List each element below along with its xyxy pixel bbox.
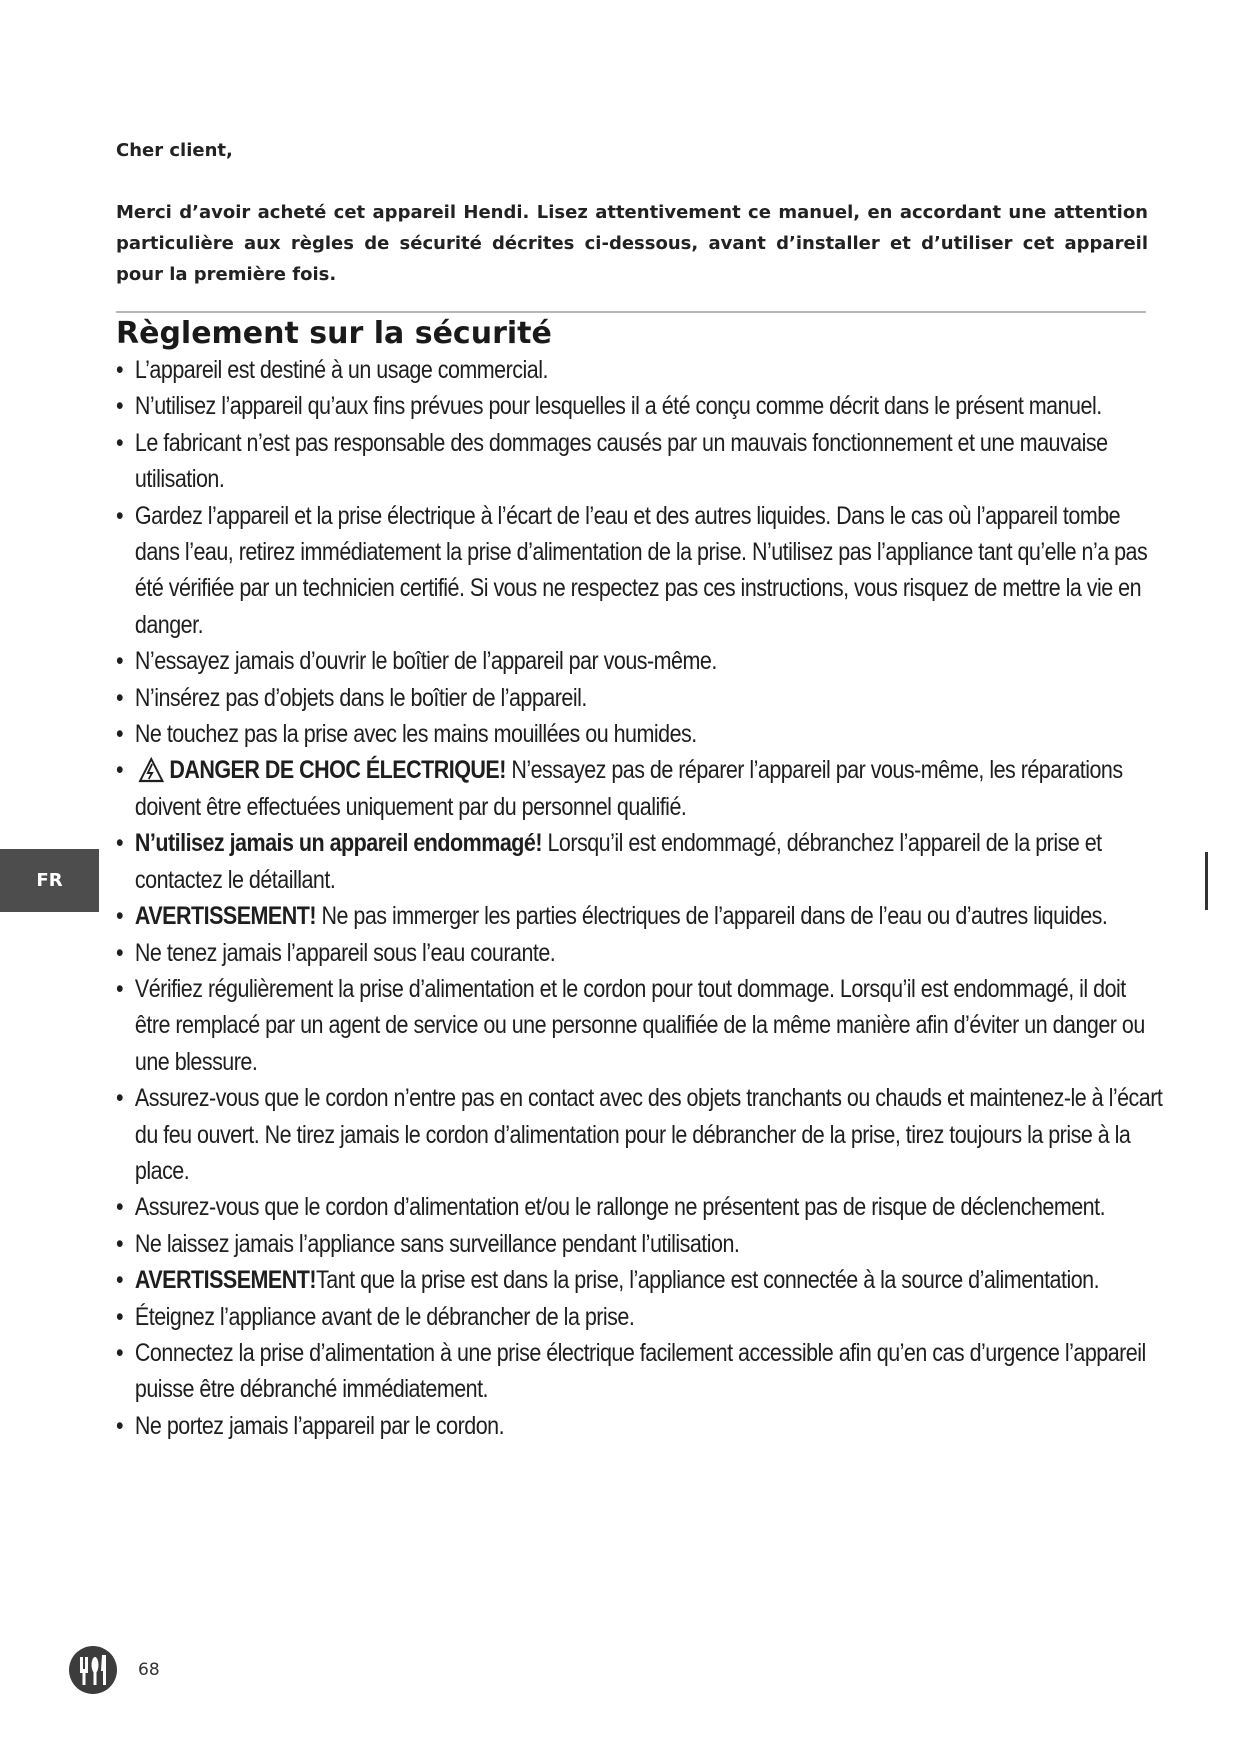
page-number: 68 xyxy=(138,1660,160,1680)
rule-item: • L’appareil est destiné à un usage commercial. xyxy=(116,352,1163,388)
rule-item: • Ne tenez jamais l’appareil sous l’eau courante. xyxy=(116,935,1163,971)
rule-item: • N’essayez jamais d’ouvrir le boîtier de l’appareil par vous-même. xyxy=(116,643,1163,679)
rule-emphasis: AVERTISSEMENT! xyxy=(134,902,317,931)
rule-item: • AVERTISSEMENT!Tant que la prise est dans la prise, l’appliance est connectée à la source d’alimentation. xyxy=(116,1262,1163,1298)
language-tab xyxy=(0,849,99,912)
rule-item: • Assurez-vous que le cordon n’entre pas en contact avec des objets tranchants ou chauds et maintenez-le à l’écart du feu ouvert. Ne tirez jamais le cordon d’alimentation pour le débrancher de la prise, tirez toujours la prise à la place. xyxy=(116,1080,1163,1189)
language-tab-label: FR xyxy=(36,870,63,891)
rule-item: • Éteignez l’appliance avant de le débrancher de la prise. xyxy=(116,1299,1163,1335)
rule-item: • Connectez la prise d’alimentation à une prise électrique facilement accessible afin qu’en cas d’urgence l’appareil puisse être débranché immédiatement. xyxy=(116,1335,1163,1408)
rule-item: • Gardez l’appareil et la prise électrique à l’écart de l’eau et des autres liquides. Dans le cas où l’appareil tombe dans l’eau, retirez immédiatement la prise d’alimentation de la prise. N’utilisez pas l’appliance tant qu’elle n’a pas été vérifiée par un technicien certifié. Si vous ne respectez pas ces instructions, vous risquez de mettre la vie en danger. xyxy=(116,498,1163,644)
safety-rules-list xyxy=(116,352,1166,1444)
rule-item: • Ne laissez jamais l’appliance sans surveillance pendant l’utilisation. xyxy=(116,1226,1163,1262)
intro-paragraph: Merci d’avoir acheté cet appareil Hendi. Lisez attentivement ce manuel, en accordant une attention particulière aux règles de sécurité décrites ci-dessous, avant d’installer et d’utiliser cet appareil pour la première fois. xyxy=(116,202,1148,285)
rule-item: • Ne portez jamais l’appareil par le cordon. xyxy=(116,1408,1163,1444)
rule-item-electric-shock: • DANGER DE CHOC ÉLECTRIQUE! N’essayez pas de réparer l’appareil par vous-même, les réparations doivent être effectuées uniquement par du personnel qualifié. xyxy=(116,752,1163,825)
hendi-cutlery-logo-icon xyxy=(68,1645,118,1695)
electric-hazard-icon xyxy=(138,757,164,783)
rule-item: • AVERTISSEMENT! Ne pas immerger les parties électriques de l’appareil dans de l’eau ou d’autres liquides. xyxy=(116,898,1163,934)
rule-emphasis: N’utilisez jamais un appareil endommagé! xyxy=(134,829,543,858)
rule-item: • Ne touchez pas la prise avec les mains mouillées ou humides. xyxy=(116,716,1163,752)
section-title: Règlement sur la sécurité xyxy=(116,316,552,351)
rule-emphasis: DANGER DE CHOC ÉLECTRIQUE! xyxy=(169,756,506,785)
rule-item: • N’utilisez l’appareil qu’aux fins prévues pour lesquelles il a été conçu comme décrit dans le présent manuel. xyxy=(116,388,1163,424)
page-edge-marker xyxy=(1205,852,1208,910)
section-divider xyxy=(116,311,1146,313)
rule-item: • Assurez-vous que le cordon d’alimentation et/ou le rallonge ne présentent pas de risque de déclenchement. xyxy=(116,1189,1163,1225)
rule-item: • N’insérez pas d’objets dans le boîtier de l’appareil. xyxy=(116,680,1163,716)
rule-item: • Vérifiez régulièrement la prise d’alimentation et le cordon pour tout dommage. Lorsqu’il est endommagé, il doit être remplacé par un agent de service ou une personne qualifiée de la même manière afin d’éviter un danger ou une blessure. xyxy=(116,971,1163,1080)
rule-item: • Le fabricant n’est pas responsable des dommages causés par un mauvais fonctionnement et une mauvaise utilisation. xyxy=(116,425,1163,498)
greeting: Cher client, xyxy=(116,140,233,161)
rule-emphasis: AVERTISSEMENT! xyxy=(134,1266,317,1295)
rule-item: • N’utilisez jamais un appareil endommagé! Lorsqu’il est endommagé, débranchez l’appareil de la prise et contactez le détaillant. xyxy=(116,825,1163,898)
